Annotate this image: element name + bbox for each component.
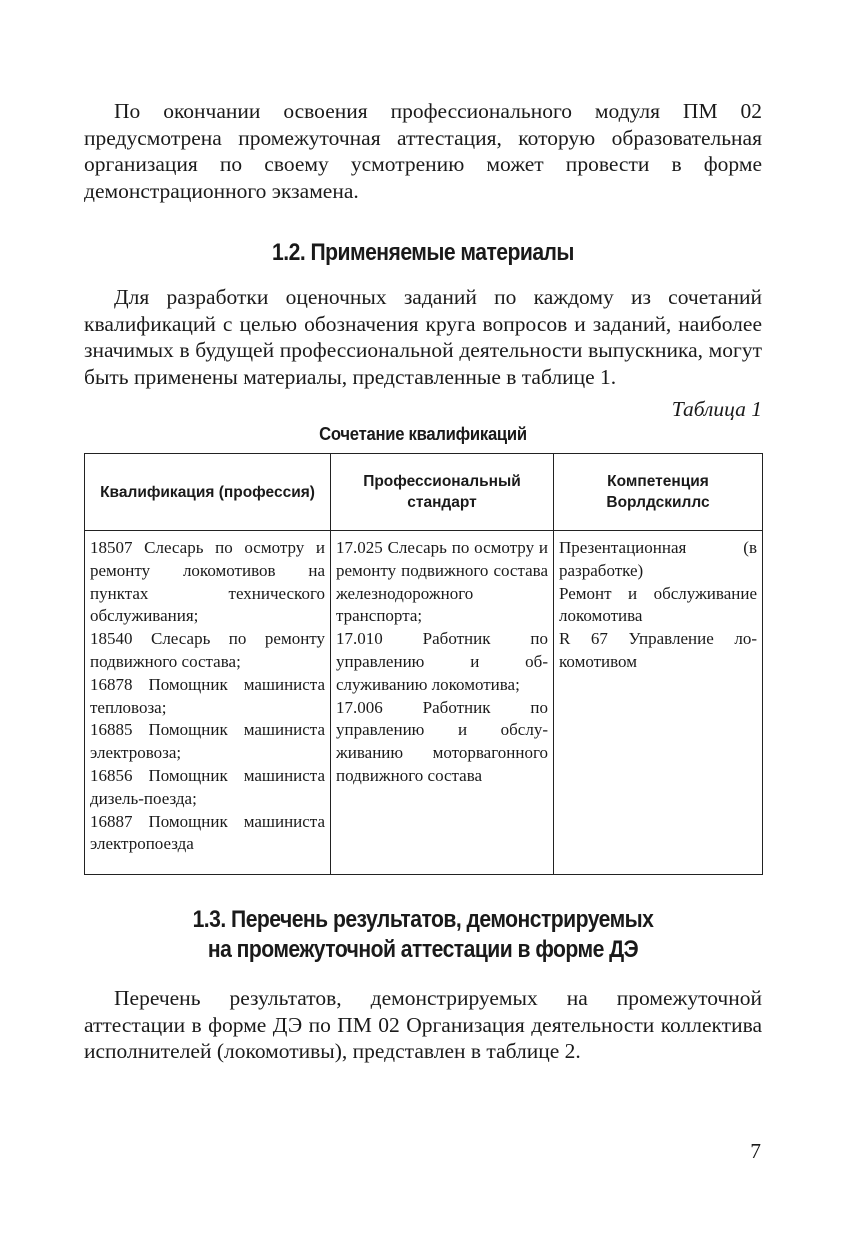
header-worldskills-competence: Компетенция Ворлдскиллс	[554, 454, 763, 531]
standard-item: 17.006 Работник по управлению и обслуживанию моторвагонного подвижного состава	[336, 697, 548, 785]
cell-qualifications	[85, 531, 331, 875]
qualification-item: 16878 Помощник машиниста тепловоза;	[90, 674, 325, 717]
document-page	[84, 98, 762, 1065]
header-qualification: Квалификация (профессия)	[85, 454, 331, 531]
standard-item: 17.025 Слесарь по осмотру и ремонту подвижного состава железнодорожного транспорта;	[336, 538, 548, 626]
qualification-item: 18540 Слесарь по ремонту подвижного состава;	[90, 629, 325, 671]
competence-item: Ремонт и обслуживание локомотива	[559, 583, 757, 626]
qualification-item: 18507 Слесарь по осмотру и ремонту локомотивов на пунктах технического обслуживания;	[90, 538, 325, 626]
competence-item: Презентационная (в разработке)	[559, 538, 757, 580]
standard-item: 17.010 Работник по управлению и обслуживанию локомотива;	[336, 629, 548, 694]
section-heading-1-3	[125, 905, 722, 965]
section-1-3-paragraph: Перечень результатов, демонстрируемых на промежуточной аттестации в форме ДЭ по ПМ 02 Организация деятельности коллектива исполнителей (локомотивы), представлен в таблице 2.	[84, 986, 762, 1064]
section-heading-1-2: 1.2. Применяемые материалы	[272, 239, 574, 266]
section-heading-1-3-line2: на промежуточной аттестации в форме ДЭ	[207, 936, 639, 964]
table-caption: Сочетание квалификаций	[319, 423, 527, 444]
header-professional-standard: Профессиональный стандарт	[331, 454, 554, 531]
section-1-2-paragraph: Для разработки оценочных заданий по каждому из сочетаний квалификаций с целью обозначения круга вопросов и заданий, наиболее значимых в будущей профессиональной деятельности выпускника, могут быть применены материалы, представленные в таблице 1.	[84, 285, 762, 389]
page-number: 7	[750, 1139, 761, 1163]
qualification-item: 16887 Помощник машиниста электропоезда	[90, 811, 325, 854]
intro-paragraph: По окончании освоения профессионального модуля ПМ 02 предусмотрена промежуточная аттестация, которую образовательная организация по своему усмотрению может провести в форме демонстрационного экзамена.	[84, 99, 762, 203]
cell-worldskills-competences	[554, 531, 763, 875]
table-number-label: Таблица 1	[671, 397, 762, 421]
competence-item: R 67 Управление локомотивом	[559, 629, 757, 671]
qualifications-table	[84, 453, 763, 875]
cell-professional-standards	[331, 531, 554, 875]
section-heading-1-3-line1: 1.3. Перечень результатов, демонстрируемых	[192, 906, 654, 934]
qualification-item: 16856 Помощник машиниста дизель-поезда;	[90, 765, 325, 808]
table-row	[85, 531, 763, 875]
qualification-item: 16885 Помощник машиниста электровоза;	[90, 720, 325, 763]
table-header-row	[85, 454, 763, 531]
